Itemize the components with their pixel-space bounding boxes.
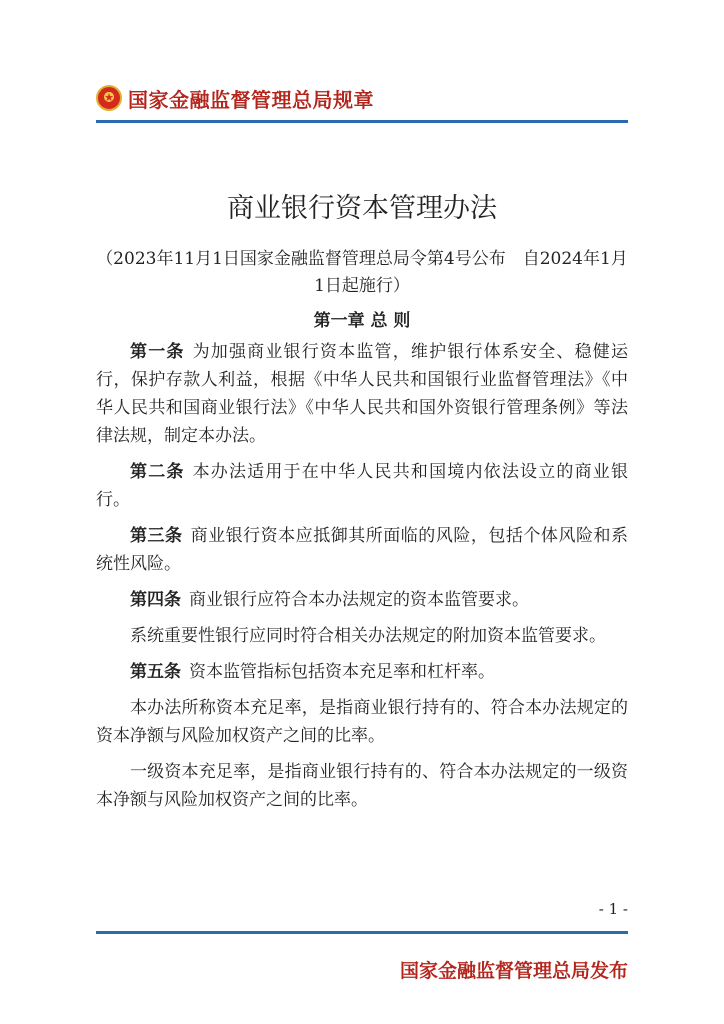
article-number: 第三条 — [130, 526, 183, 546]
paragraph — [96, 758, 628, 814]
article-number: 第一条 — [130, 342, 185, 362]
document-header — [96, 78, 628, 118]
paragraph-text: 本办法适用于在中华人民共和国境内依法设立的商业银行。 — [96, 462, 629, 510]
article-number: 第二条 — [130, 462, 185, 482]
paragraph-text: 为加强商业银行资本监管，维护银行体系安全、稳健运行，保护存款人利益，根据《中华人民共和国银行业监督管理法》《中华人民共和国商业银行法》《中华人民共和国外资银行管理条例》等法律法规，制定本办法。 — [96, 342, 629, 446]
paragraph — [96, 658, 628, 686]
document-subtitle: （2023年11月1日国家金融监督管理总局令第4号公布 自2024年1月1日起施行） — [96, 249, 628, 296]
paragraph-text: 商业银行应符合本办法规定的资本监管要求。 — [189, 590, 529, 610]
chapter-heading: 第一章 总 则 — [313, 311, 411, 331]
paragraph-text: 本办法所称资本充足率，是指商业银行持有的、符合本办法规定的资本净额与风险加权资产之间的比率。 — [96, 698, 628, 746]
paragraph — [96, 522, 628, 578]
footer-divider — [96, 931, 628, 934]
header-divider — [96, 120, 628, 123]
footer-publisher: 国家金融监督管理总局发布 — [399, 960, 628, 982]
header-title: 国家金融监督管理总局规章 — [128, 87, 374, 112]
paragraph-text: 资本监管指标包括资本充足率和杠杆率。 — [189, 662, 495, 682]
paragraph — [96, 338, 628, 450]
paragraph — [96, 694, 628, 750]
paragraph-text: 一级资本充足率，是指商业银行持有的、符合本办法规定的一级资本净额与风险加权资产之间的比率。 — [96, 762, 628, 810]
paragraph — [96, 622, 628, 650]
national-emblem-icon — [96, 85, 122, 111]
page-number: - 1 - — [598, 900, 628, 918]
document-body — [96, 338, 628, 822]
paragraph-text: 系统重要性银行应同时符合相关办法规定的附加资本监管要求。 — [130, 626, 606, 646]
article-number: 第五条 — [130, 662, 181, 682]
paragraph — [96, 586, 628, 614]
article-number: 第四条 — [130, 590, 181, 610]
paragraph-text: 商业银行资本应抵御其所面临的风险，包括个体风险和系统性风险。 — [96, 526, 629, 574]
document-title: 商业银行资本管理办法 — [227, 193, 497, 224]
paragraph — [96, 458, 628, 514]
